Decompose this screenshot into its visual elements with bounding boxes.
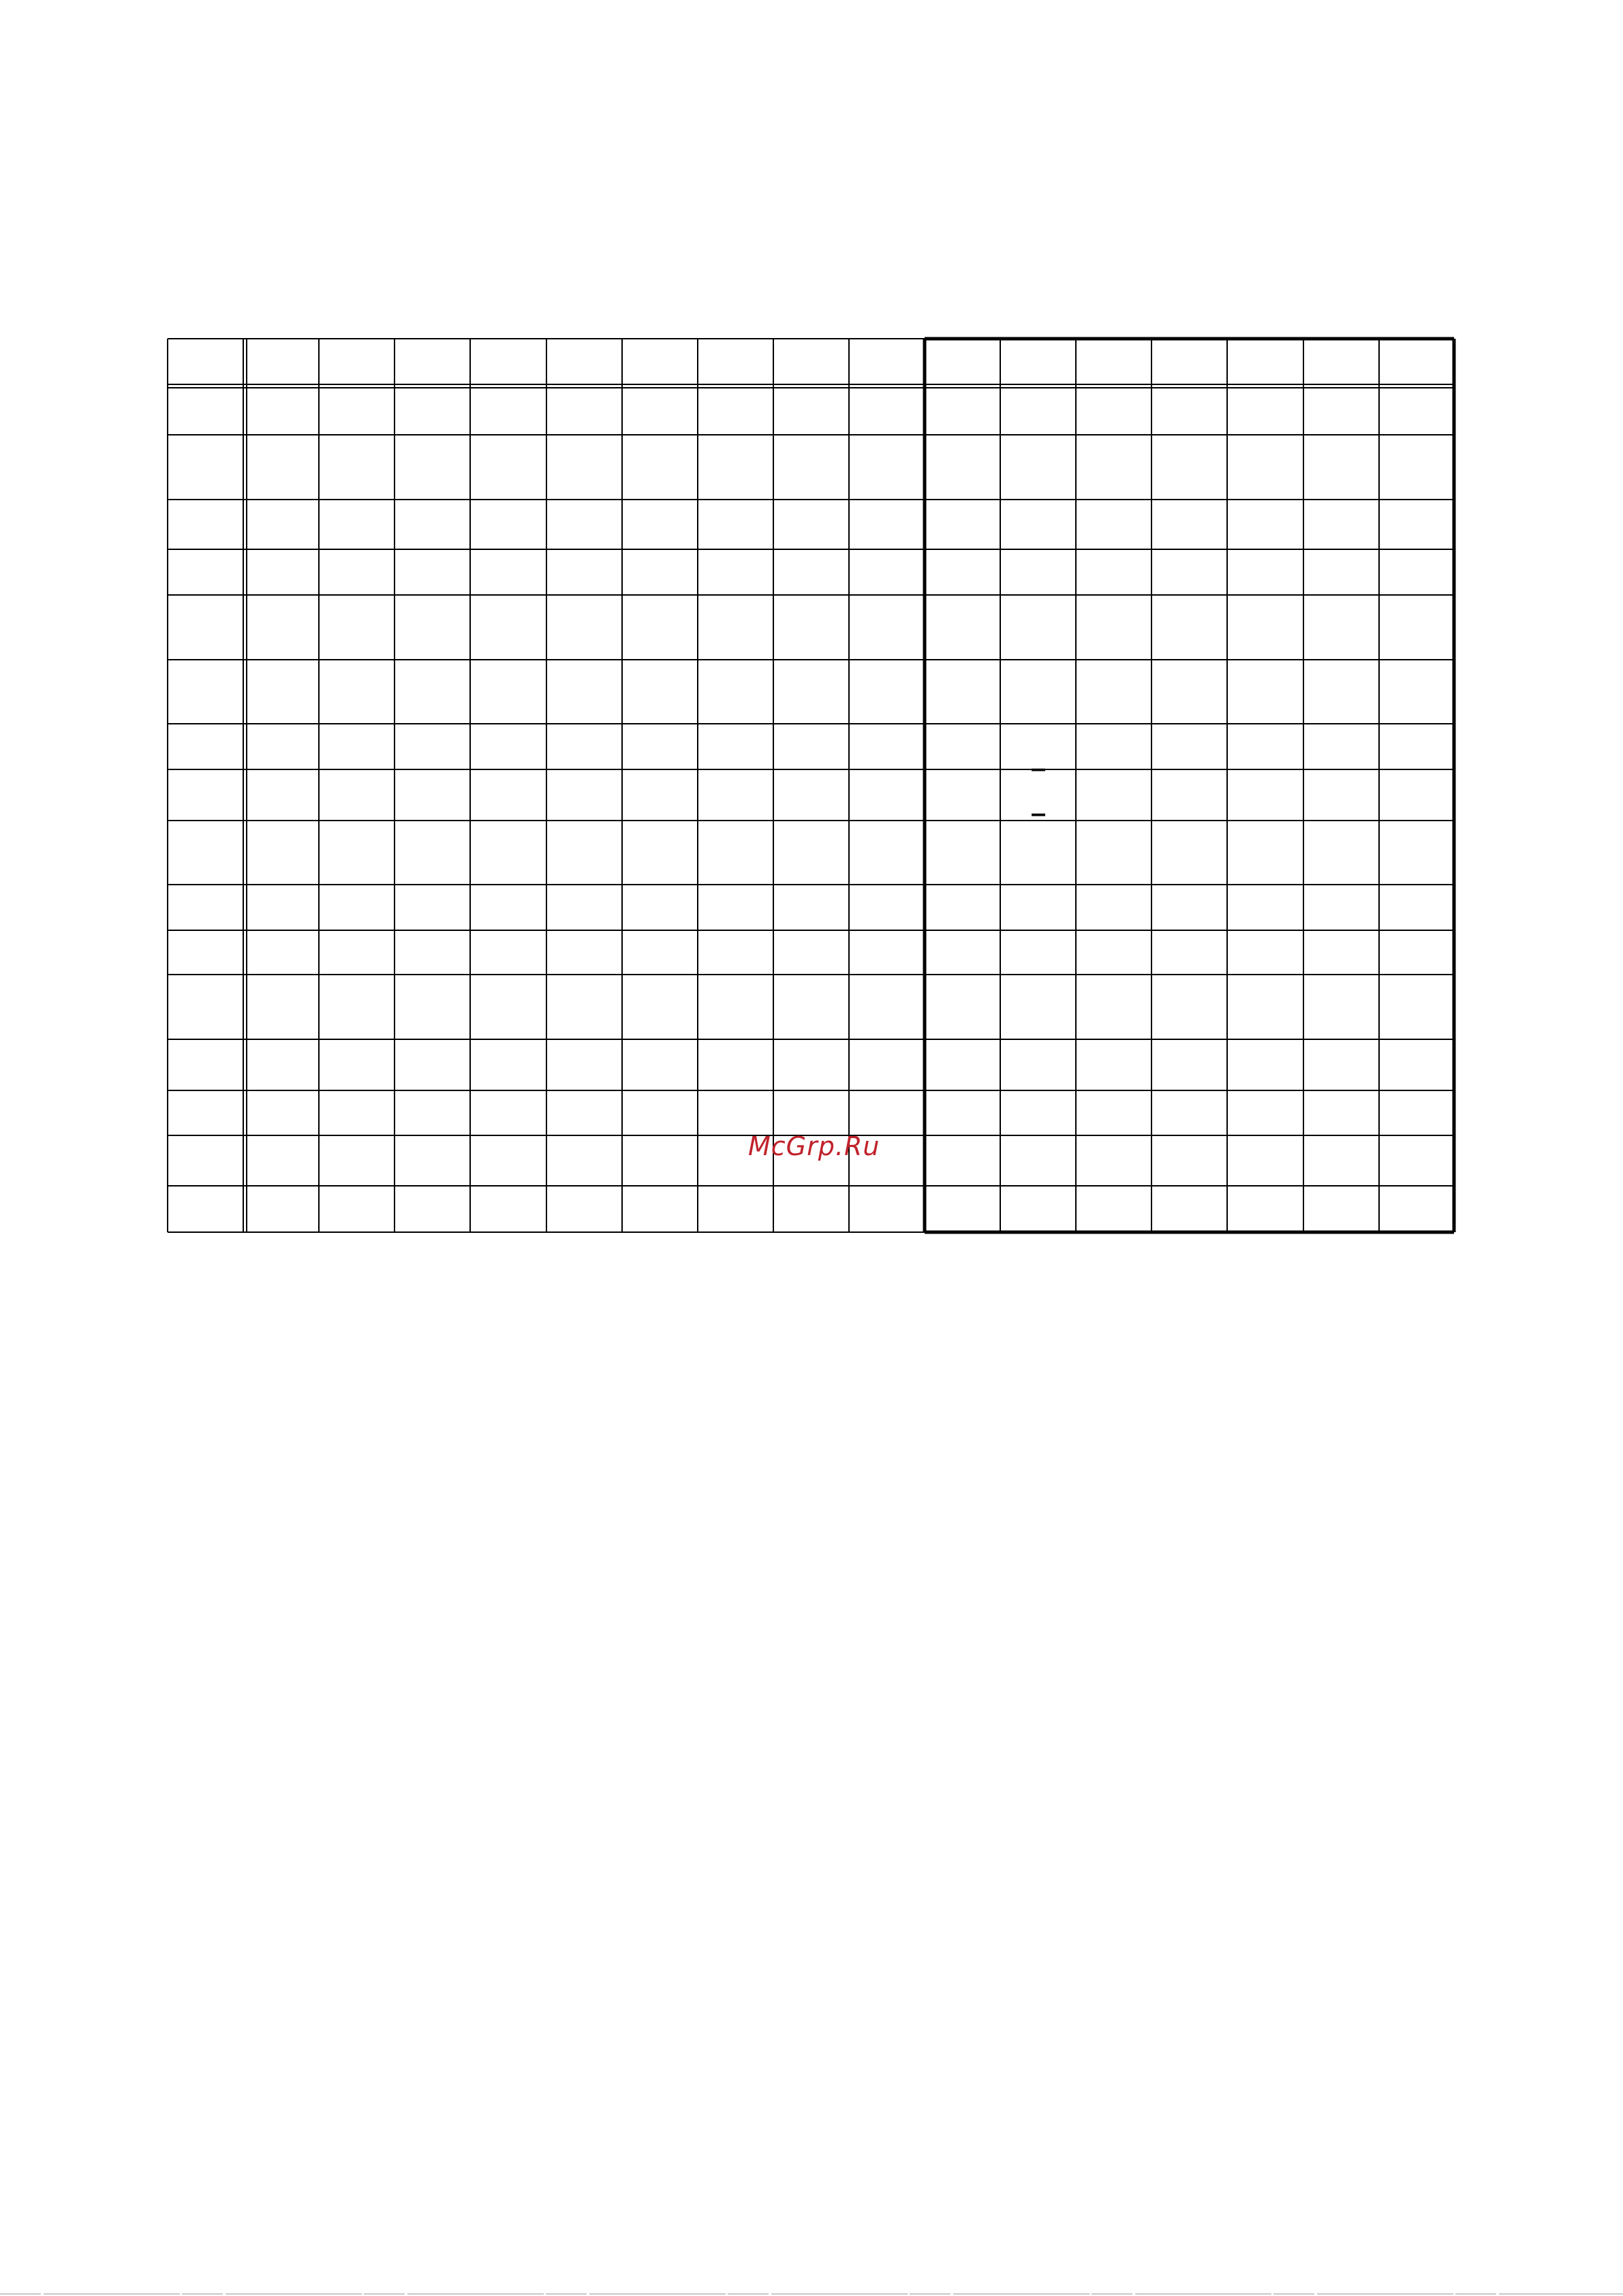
- grid-marks: [1032, 740, 1045, 816]
- watermark-text: McGrp.Ru: [748, 1131, 880, 1161]
- dash-mark: _: [1032, 740, 1045, 771]
- grid-lines: [168, 339, 1454, 1232]
- dash-mark: _: [1032, 785, 1045, 816]
